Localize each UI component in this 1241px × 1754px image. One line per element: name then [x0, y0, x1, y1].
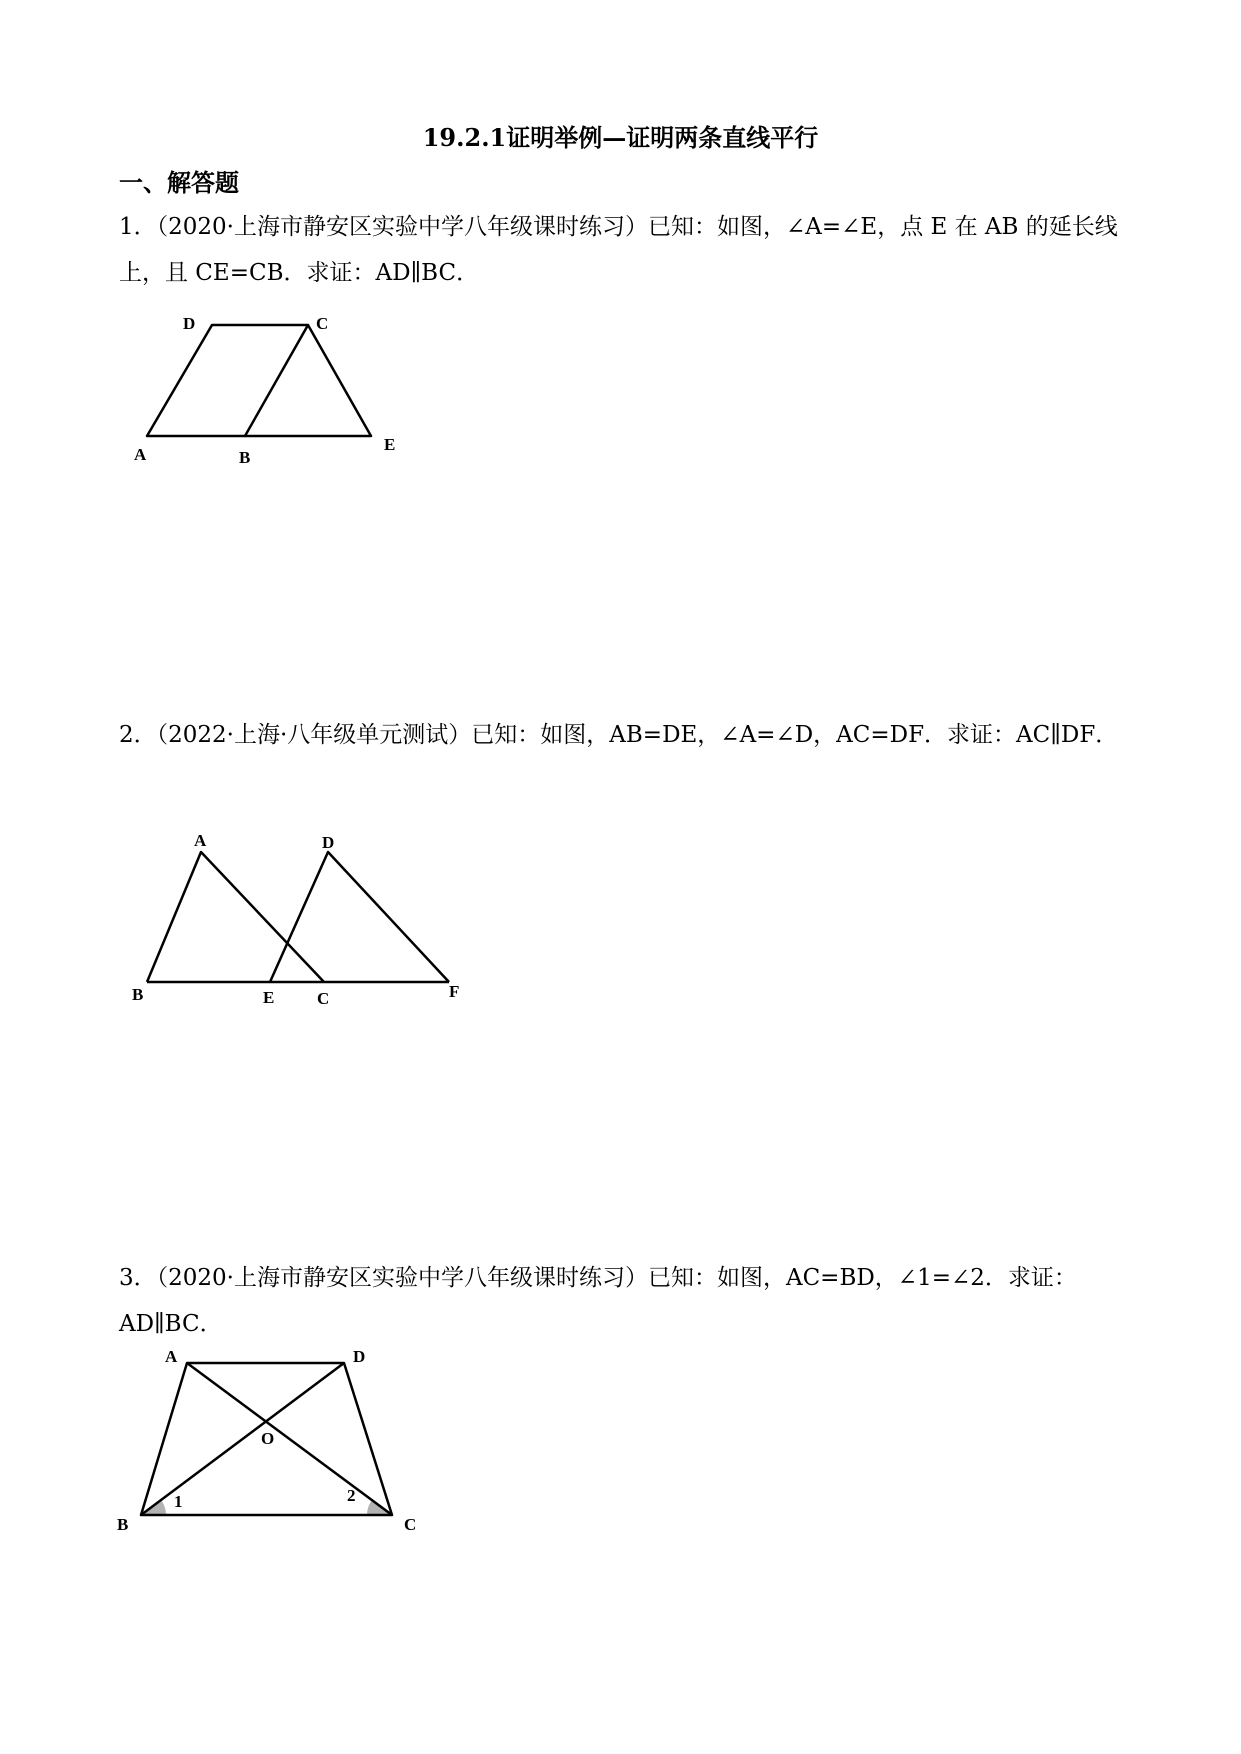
label-E: E	[384, 435, 396, 454]
label-B: B	[132, 985, 144, 1004]
label-D: D	[353, 1347, 366, 1366]
label-C: C	[404, 1515, 417, 1534]
question-3-text: 3．（2020·上海市静安区实验中学八年级课时练习）已知：如图，AC=BD，∠1=∠2．求证：AD∥BC．	[119, 1265, 1077, 1337]
label-O: O	[261, 1429, 275, 1448]
label-C: C	[316, 314, 329, 333]
label-E: E	[263, 988, 275, 1007]
section-heading: 一、解答题	[119, 168, 239, 197]
label-C: C	[317, 989, 330, 1008]
question-2-text: 2．（2022·上海·八年级单元测试）已知：如图，AB=DE，∠A=∠D，AC=DF．求证：AC∥DF．	[119, 722, 1119, 748]
label-D: D	[322, 833, 335, 852]
label-B: B	[117, 1515, 129, 1534]
angle-label-1: 1	[174, 1492, 183, 1511]
label-A: A	[165, 1347, 178, 1366]
label-F: F	[449, 982, 460, 1001]
label-A: A	[134, 445, 147, 464]
label-A: A	[194, 831, 207, 850]
label-D: D	[183, 314, 196, 333]
question-1-text: 1．（2020·上海市静安区实验中学八年级课时练习）已知：如图，∠A=∠E，点 E 在 AB 的延长线上，且 CE=CB．求证：AD∥BC．	[119, 214, 1118, 286]
label-B: B	[239, 448, 251, 467]
diagonal-bd	[141, 1363, 344, 1515]
diagonal-ac	[187, 1363, 392, 1515]
page-title: 19.2.1证明举例—证明两条直线平行	[422, 123, 819, 152]
angle-label-2: 2	[347, 1486, 356, 1505]
